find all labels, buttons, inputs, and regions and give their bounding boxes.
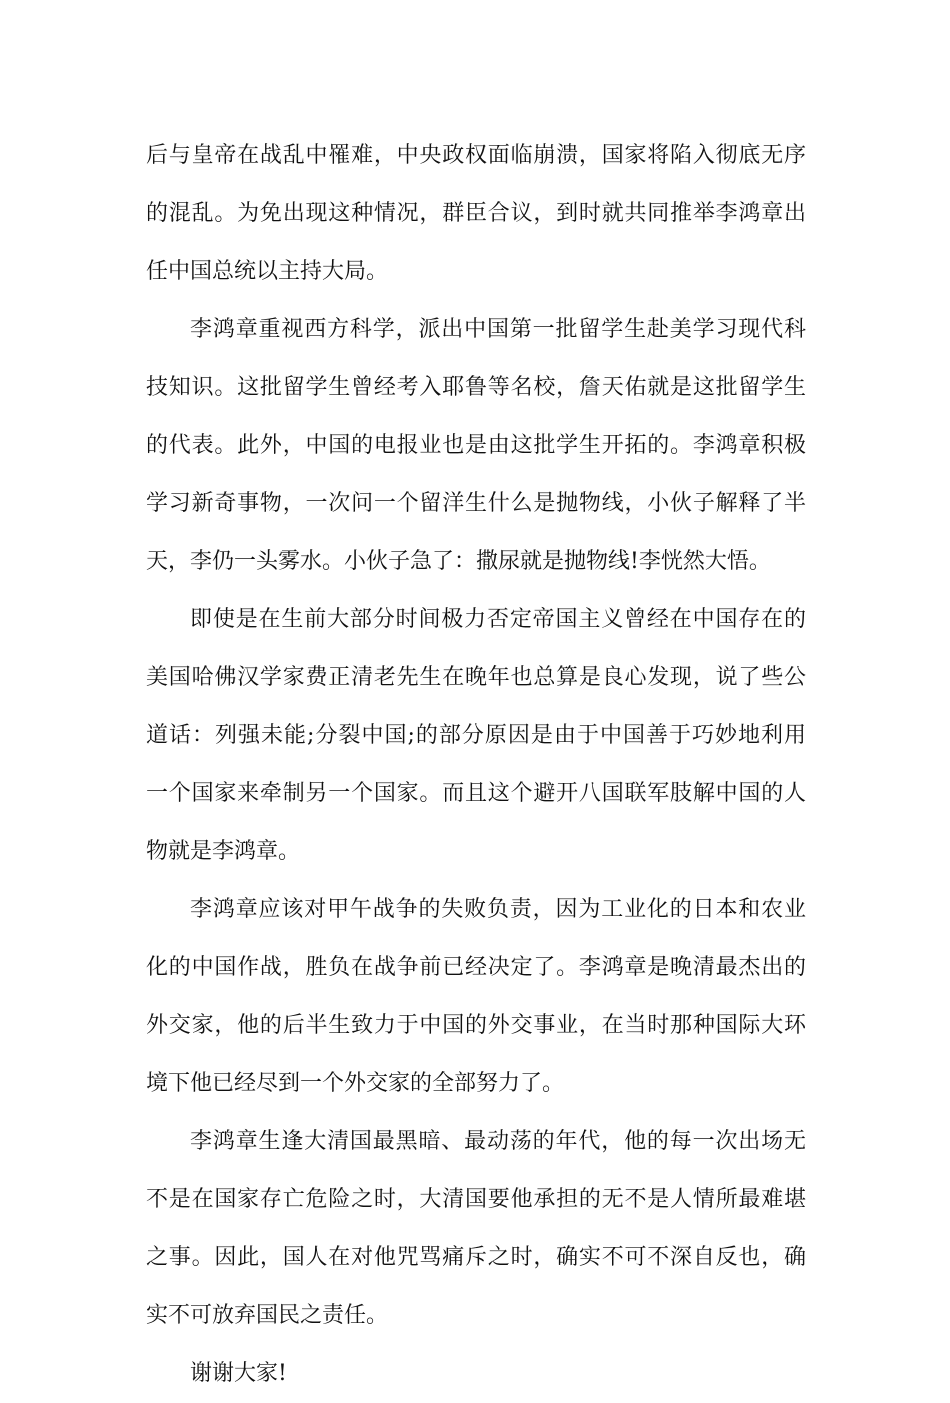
text-line: 李鸿章重视西方科学，派出中国第一批留学生赴美学习现代科 (190, 317, 806, 342)
text-line: 任中国总统以主持大局。 (146, 259, 389, 284)
text-line: 即使是在生前大部分时间极力否定帝国主义曾经在中国存在的 (190, 607, 806, 632)
text-line: 化的中国作战，胜负在战争前已经决定了。李鸿章是晚清最杰出的 (146, 955, 806, 980)
text-line: 李鸿章应该对甲午战争的失败负责，因为工业化的日本和农业 (190, 897, 806, 922)
text-line: 不是在国家存亡危险之时，大清国要他承担的无不是人情所最难堪 (146, 1187, 806, 1212)
paragraph (146, 127, 806, 301)
paragraph (146, 1345, 806, 1403)
text-line: 李鸿章生逢大清国最黑暗、最动荡的年代，他的每一次出场无 (190, 1129, 806, 1154)
text-line: 后与皇帝在战乱中罹难，中央政权面临崩溃，国家将陷入彻底无序 (146, 143, 806, 168)
text-line: 道话：列强未能;分裂中国;的部分原因是由于中国善于巧妙地利用 (146, 723, 806, 748)
text-line: 的混乱。为免出现这种情况，群臣合议，到时就共同推举李鸿章出 (146, 201, 806, 226)
paragraph (146, 301, 806, 591)
text-line: 外交家，他的后半生致力于中国的外交事业，在当时那种国际大环 (146, 1013, 806, 1038)
text-line: 的代表。此外，中国的电报业也是由这批学生开拓的。李鸿章积极 (146, 433, 806, 458)
paragraph (146, 591, 806, 881)
text-line: 境下他已经尽到一个外交家的全部努力了。 (146, 1071, 565, 1096)
text-line: 美国哈佛汉学家费正清老先生在晚年也总算是良心发现，说了些公 (146, 665, 806, 690)
text-line: 实不可放弃国民之责任。 (146, 1303, 389, 1328)
closing-line: 谢谢大家! (190, 1361, 287, 1386)
document-body (146, 127, 806, 1403)
text-line: 物就是李鸿章。 (146, 839, 301, 864)
text-line: 技知识。这批留学生曾经考入耶鲁等名校，詹天佑就是这批留学生 (146, 375, 806, 400)
paragraph (146, 1113, 806, 1345)
text-line: 一个国家来牵制另一个国家。而且这个避开八国联军肢解中国的人 (146, 781, 806, 806)
text-line: 之事。因此，国人在对他咒骂痛斥之时，确实不可不深自反也，确 (146, 1245, 806, 1270)
text-line: 天，李仍一头雾水。小伙子急了：撒尿就是抛物线!李恍然大悟。 (146, 549, 771, 574)
paragraph (146, 881, 806, 1113)
text-line: 学习新奇事物，一次问一个留洋生什么是抛物线，小伙子解释了半 (146, 491, 806, 516)
